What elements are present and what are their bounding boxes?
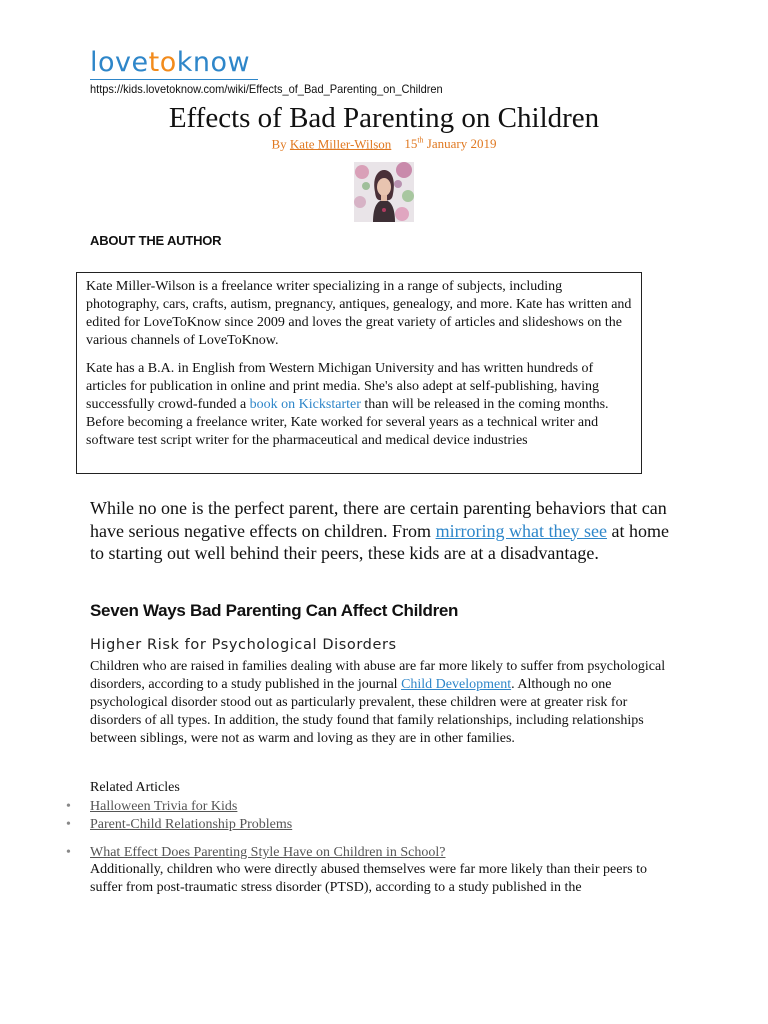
bullet: • bbox=[66, 799, 71, 814]
logo-underline bbox=[90, 79, 258, 80]
date-month-year: January 2019 bbox=[426, 136, 497, 152]
section-subheading: Higher Risk for Psychological Disorders bbox=[90, 637, 397, 653]
author-bio-box bbox=[76, 272, 642, 474]
child-development-link[interactable]: Child Development bbox=[401, 677, 512, 692]
related-article-item bbox=[66, 844, 446, 862]
site-logo[interactable] bbox=[90, 46, 250, 80]
article-title: Effects of Bad Parenting on Children bbox=[168, 102, 600, 134]
logo-part-know: know bbox=[176, 47, 251, 78]
kickstarter-book-link[interactable]: book on Kickstarter bbox=[249, 397, 361, 412]
logo-part-to: to bbox=[148, 47, 177, 78]
about-author-heading: ABOUT THE AUTHOR bbox=[90, 233, 222, 248]
related-article-link-halloween[interactable]: Halloween Trivia for Kids bbox=[90, 799, 238, 814]
bio-paragraph-1: Kate Miller-Wilson is a freelance writer specializing in a range of subjects, including photography, cars, crafts, autism, pregnancy, antiques, genealogy, and more. Kate has written and edited for LoveToKnow since 2009 and loves the great variety of articles and slideshows on the various channels of LoveToKnow. bbox=[86, 279, 632, 348]
byline-prefix: By bbox=[271, 136, 287, 152]
related-articles-label: Related Articles bbox=[90, 780, 180, 795]
date-suffix: th bbox=[417, 136, 424, 145]
intro-text-start: While no one is the perfect parent, there are certain parenting behaviors that can have serious negative effects on children. From bbox=[90, 498, 667, 541]
source-url: https://kids.lovetoknow.com/wiki/Effects_of_Bad_Parenting_on_Children bbox=[90, 82, 443, 96]
bullet: • bbox=[66, 817, 71, 832]
p1-text-end: . Although no one psychological disorder stood out as particularly prevalent, these children were at greater risk for disorders of all types. In addition, the study found that family relationships, including relationships between siblings, were not as warm and loving as they are in other families. bbox=[90, 677, 644, 746]
author-link[interactable]: Kate Miller-Wilson bbox=[289, 136, 392, 152]
bullet: • bbox=[66, 845, 71, 860]
section-heading: Seven Ways Bad Parenting Can Affect Children bbox=[90, 601, 459, 620]
bio-paragraph-2 bbox=[86, 360, 632, 450]
body-paragraph-2: Additionally, children who were directly abused themselves were far more likely than their peers to suffer from post-traumatic stress disorder (PTSD), according to a study published in the bbox=[90, 862, 647, 895]
related-article-item bbox=[66, 798, 237, 816]
mirroring-link[interactable]: mirroring what they see bbox=[435, 520, 608, 541]
related-article-link-relationship[interactable]: Parent-Child Relationship Problems bbox=[90, 817, 293, 832]
bio-p2-text-end: than will be released in the coming months. Before becoming a freelance writer, Kate worked for several years as a technical writer and software test script writer for the pharmaceutical and medical device industries bbox=[86, 397, 609, 448]
publish-date bbox=[404, 136, 496, 151]
related-article-item bbox=[66, 816, 292, 834]
p1-text-start: Children who are raised in families dealing with abuse are far more likely to suffer from psychological disorders, according to a study published in the journal bbox=[90, 659, 666, 692]
date-day: 15 bbox=[404, 136, 418, 152]
bio-p2-text-start: Kate has a B.A. in English from Western Michigan University and has written hundreds of articles for publication in online and print media. She's also adept at self-publishing, having successfully crowd-funded a bbox=[86, 361, 600, 412]
intro-text-end: at home to starting out well behind their peers, these kids are at a disadvantage. bbox=[90, 520, 669, 563]
byline bbox=[0, 136, 768, 152]
body-paragraph-1 bbox=[90, 658, 680, 748]
intro-paragraph bbox=[90, 497, 680, 565]
author-photo bbox=[354, 162, 414, 222]
related-article-link-parenting-style[interactable]: What Effect Does Parenting Style Have on Children in School? bbox=[90, 845, 446, 860]
logo-part-love: love bbox=[90, 47, 149, 78]
